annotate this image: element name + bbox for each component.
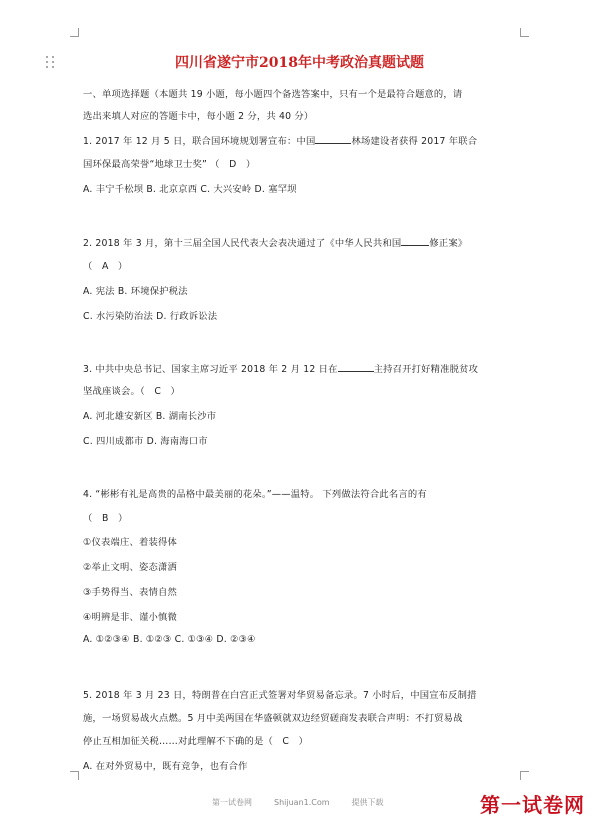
question-4-item: ③手势得当、表情自然 bbox=[83, 587, 178, 598]
question-5-option-a: A. 在对外贸易中，既有竞争，也有合作 bbox=[83, 761, 248, 772]
page-corner-bottom-right bbox=[520, 771, 529, 780]
question-3-options1: A. 河北雄安新区 B. 湖南长沙市 bbox=[83, 411, 217, 422]
footer-site-name: 第一试卷网 bbox=[212, 798, 252, 807]
question-3-text-a: 3. 中共中央总书记、国家主席习近平 2018 年 2 月 12 日在 bbox=[83, 364, 338, 375]
question-3-options2: C. 四川成都市 D. 海南海口市 bbox=[83, 436, 208, 447]
page-corner-top-right bbox=[520, 28, 529, 37]
question-4-item: ①仪表端庄、着装得体 bbox=[83, 537, 178, 548]
question-1-line1 bbox=[83, 133, 477, 147]
question-1-blank bbox=[315, 134, 351, 144]
question-3-text-b: 主持召开打好精准脱贫攻 bbox=[373, 364, 479, 375]
question-3-blank bbox=[338, 362, 374, 372]
question-3-line2: 坚战座谈会。（ C ） bbox=[83, 386, 181, 397]
question-4-line1: 4. “彬彬有礼是高贵的品格中最美丽的花朵。”——温特。 下列做法符合此名言的有 bbox=[83, 489, 427, 500]
question-2-text-b: 修正案》 bbox=[429, 238, 468, 249]
question-5-line1: 5. 2018 年 3 月 23 日，特朗普在白宫正式签署对华贸易备忘录。7 小时后，中国宣布反制措 bbox=[83, 690, 477, 701]
footer-download-note: 提供下载 bbox=[351, 798, 384, 807]
section-heading-line1: 一、单项选择题（本题共 19 小题，每小题四个备选答案中，只有一个是最符合题意的，请 bbox=[83, 89, 463, 100]
question-2-text-a: 2. 2018 年 3 月，第十三届全国人民代表大会表决通过了《中华人民共和国 bbox=[83, 238, 402, 249]
page-corner-bottom-left bbox=[70, 771, 79, 780]
page-corner-top-left bbox=[70, 28, 79, 37]
question-4-item: ②举止文明、姿态潇洒 bbox=[83, 562, 178, 573]
footer-site-url[interactable]: Shijuan1.Com bbox=[274, 798, 330, 807]
question-5-line3: 停止互相加征关税……对此理解不下确的是（ C ） bbox=[83, 736, 309, 747]
question-1-text-a: 1. 2017 年 12 月 5 日，联合国环境规划署宣布：中国 bbox=[83, 136, 316, 147]
question-2-options1: A. 宪法 B. 环境保护税法 bbox=[83, 286, 188, 297]
question-2-blank bbox=[401, 236, 429, 246]
question-1-line2: 国环保最高荣誉“地球卫士奖” （ D ） bbox=[83, 159, 256, 170]
question-2-line2: （ A ） bbox=[83, 261, 128, 272]
question-5-line2: 施，一场贸易战火点燃。5 月中美两国在华盛顿就双边经贸磋商发表联合声明：不打贸易战 bbox=[83, 713, 463, 724]
question-4-item: ④明辨是非、谨小慎微 bbox=[83, 612, 178, 623]
page-footer bbox=[212, 797, 406, 808]
question-1-options: A. 丰宁千松坝 B. 北京京西 C. 大兴安岭 D. 塞罕坝 bbox=[83, 184, 297, 195]
question-2-line1 bbox=[83, 235, 467, 249]
question-1-text-b: 林场建设者获得 2017 年联合 bbox=[351, 136, 478, 147]
brand-logo: 第一试卷网 bbox=[480, 793, 585, 817]
question-3-line1 bbox=[83, 361, 478, 375]
document-title: 四川省遂宁市2018年中考政治真题试题 bbox=[175, 55, 424, 71]
question-4-line2: （ B ） bbox=[83, 513, 128, 524]
section-heading-line2: 选出来填人对应的答题卡中，每小题 2 分，共 40 分） bbox=[83, 111, 314, 122]
question-4-options: A. ①②③④ B. ①②③ C. ①③④ D. ②③④ bbox=[83, 634, 256, 645]
question-2-options2: C. 水污染防治法 D. 行政诉讼法 bbox=[83, 311, 218, 322]
